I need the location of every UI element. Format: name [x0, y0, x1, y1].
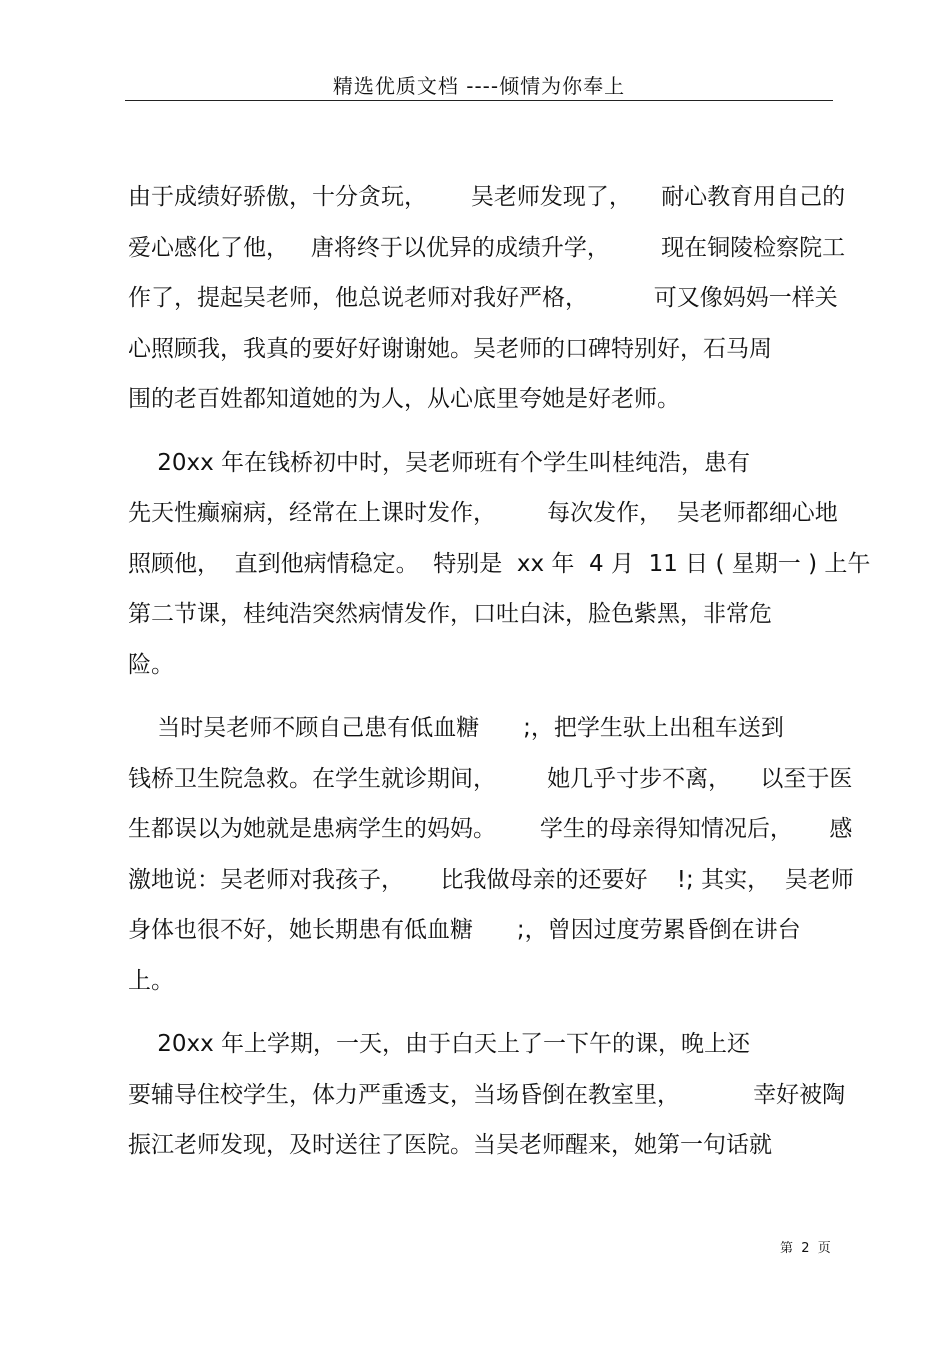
- paragraph-gap: [128, 690, 833, 703]
- text-line: 上。: [128, 967, 174, 994]
- page-header-title: 精选优质文档 ----倾情为你奉上: [332, 74, 626, 98]
- text-line: 心照顾我，我真的要好好谢谢她。吴老师的口碑特别好，石马周: [128, 335, 772, 362]
- text-line: 险。: [128, 651, 174, 678]
- paragraph: [128, 1019, 846, 1171]
- text-line: 爱心感化了他， 唐将终于以优异的成绩升学， 现在铜陵检察院工: [128, 234, 846, 261]
- paragraph-gap: [128, 1006, 833, 1019]
- text-line: 先天性癫痫病，经常在上课时发作， 每次发作， 吴老师都细心地: [128, 500, 838, 526]
- header-divider: [125, 100, 833, 101]
- text-line: 振江老师发现，及时送往了医院。当吴老师醒来，她第一句话就: [128, 1132, 772, 1158]
- text-line: 钱桥卫生院急救。在学生就诊期间， 她几乎寸步不离， 以至于医: [128, 765, 853, 792]
- text-line: 20xx 年在钱桥初中时，吴老师班有个学生叫桂纯浩，患有: [128, 449, 751, 476]
- page-number: 第 2 页: [780, 1241, 831, 1256]
- document-body: [128, 172, 871, 1171]
- text-line: 生都误以为她就是患病学生的妈妈。 学生的母亲得知情况后， 感: [128, 816, 853, 842]
- paragraph-gap: [128, 425, 833, 438]
- text-line: 由于成绩好骄傲，十分贪玩， 吴老师发现了， 耐心教育用自己的: [128, 184, 846, 210]
- text-line: 身体也很不好，她长期患有低血糖 ;，曾因过度劳累昏倒在讲台: [128, 917, 801, 943]
- text-line: 要辅导住校学生，体力严重透支，当场昏倒在教室里， 幸好被陶: [128, 1081, 846, 1108]
- text-line: 作了，提起吴老师，他总说老师对我好严格， 可又像妈妈一样关: [128, 285, 838, 311]
- text-line: 20xx 年上学期，一天，由于白天上了一下午的课，晚上还: [128, 1031, 751, 1057]
- text-line: 围的老百姓都知道她的为人，从心底里夸她是好老师。: [128, 386, 680, 412]
- text-line: 当时吴老师不顾自己患有低血糖 ;，把学生驮上出租车送到: [128, 715, 784, 741]
- text-line: 激地说：吴老师对我孩子， 比我做母亲的还要好 !; 其实， 吴老师: [128, 866, 854, 893]
- text-line: 第二节课，桂纯浩突然病情发作，口吐白沫，脸色紫黑，非常危: [128, 601, 772, 627]
- paragraph: [128, 703, 854, 1006]
- paragraph: [128, 172, 846, 425]
- text-line: 照顾他， 直到他病情稳定。 特别是 xx 年 4 月 11 日 ( 星期一 ) 上午: [128, 550, 871, 577]
- paragraph: [128, 438, 871, 691]
